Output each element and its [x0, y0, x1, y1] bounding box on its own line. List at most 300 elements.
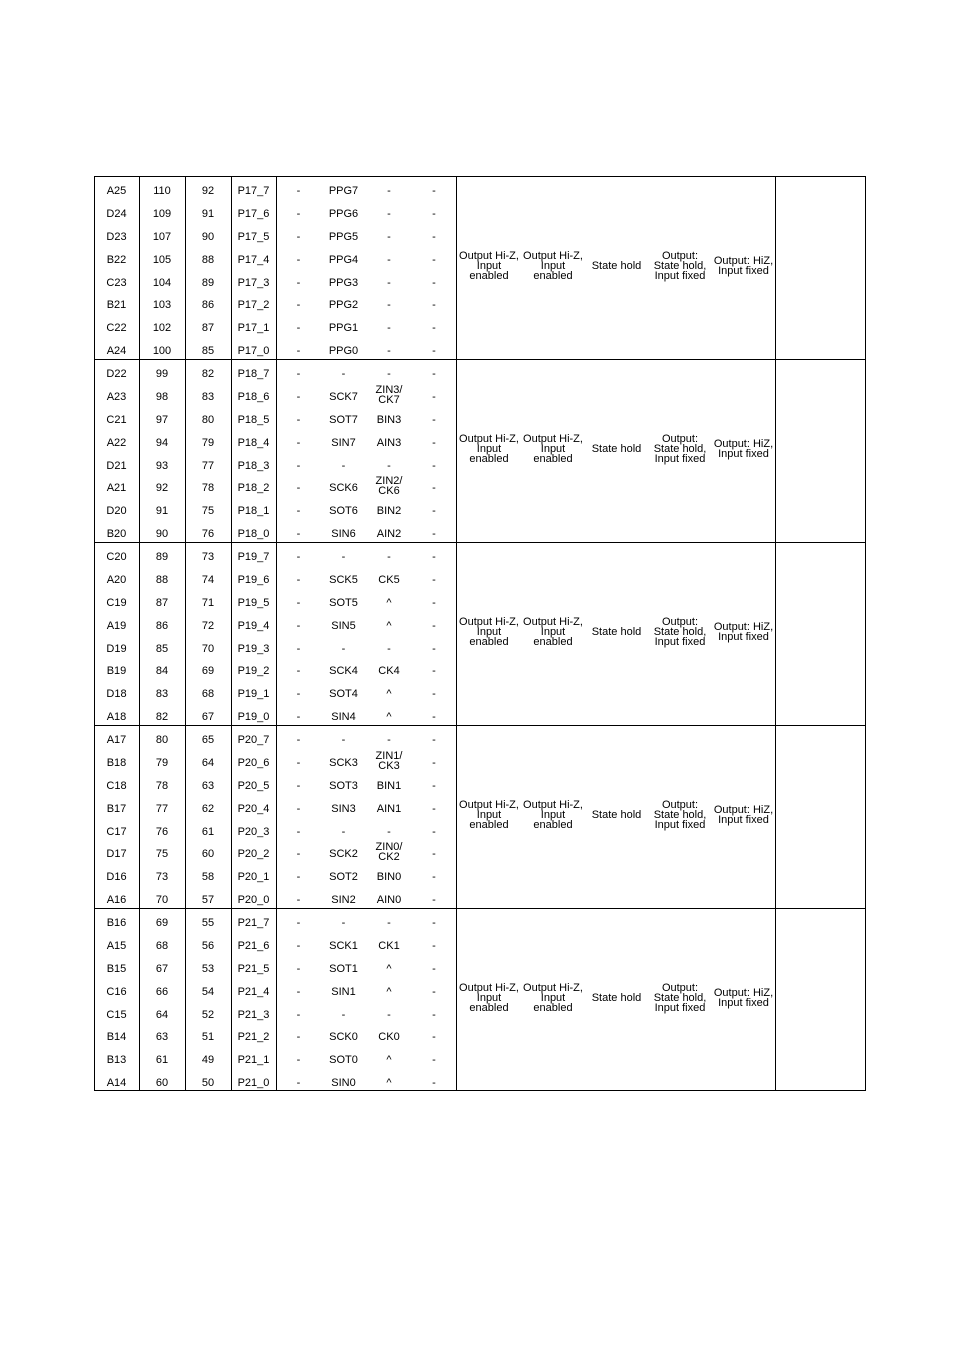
lqfp-pin-cell: 105 [152, 253, 172, 266]
lqfp-pin-cell: 98 [155, 391, 169, 404]
function3-cell: ZIN0/ CK2 [375, 841, 403, 863]
ball-pin-cell: C19 [106, 596, 127, 609]
lqfp-pin-cell: 102 [152, 322, 172, 335]
pin-group [94, 542, 866, 725]
function4-cell: - [432, 940, 436, 953]
lqfp-pin-cell: 90 [155, 527, 169, 540]
function4-cell: - [432, 848, 436, 861]
function2-cell: - [341, 825, 346, 838]
function3-cell: CK4 [378, 665, 400, 678]
alt-pin-cell: 80 [201, 413, 215, 426]
function2-cell: SIN1 [331, 985, 356, 998]
table-row [94, 248, 456, 271]
alt-pin-cell: 50 [201, 1076, 215, 1089]
state-col3-cell: State hold [591, 260, 642, 272]
ball-pin-cell: B22 [106, 253, 127, 266]
function1-cell: - [296, 551, 301, 564]
lqfp-pin-cell: 100 [152, 344, 172, 357]
function3-cell: - [387, 253, 391, 266]
function2-cell: SIN7 [331, 436, 356, 449]
port-name-cell: P18_7 [237, 368, 270, 381]
alt-pin-cell: 76 [201, 527, 215, 540]
function1-cell: - [296, 253, 301, 266]
alt-pin-cell: 54 [201, 985, 215, 998]
ball-pin-cell: C20 [106, 551, 127, 564]
function4-cell: - [432, 276, 436, 289]
function2-cell: - [341, 642, 346, 655]
state-col4-cell: Output: State hold, Input fixed [653, 433, 707, 465]
function1-cell: - [296, 757, 301, 770]
state-col5-cell: Output: HiZ, Input fixed [713, 438, 774, 460]
function2-cell: SOT1 [329, 962, 358, 975]
state-col1-cell: Output Hi-Z, Input enabled [459, 250, 519, 282]
function2-cell: SOT5 [329, 596, 358, 609]
ball-pin-cell: C21 [106, 413, 127, 426]
port-name-cell: P21_2 [237, 1031, 270, 1044]
alt-pin-cell: 60 [201, 848, 215, 861]
table-row [94, 843, 456, 866]
function3-cell: - [387, 551, 391, 564]
function1-cell: - [296, 527, 301, 540]
function4-cell: - [432, 642, 436, 655]
ball-pin-cell: D24 [106, 208, 127, 221]
ball-pin-cell: A25 [106, 185, 127, 198]
alt-pin-cell: 88 [201, 253, 215, 266]
port-name-cell: P17_4 [237, 253, 270, 266]
table-row [94, 1003, 456, 1026]
state-col2-cell: Output Hi-Z, Input enabled [523, 982, 583, 1014]
alt-pin-cell: 75 [201, 505, 215, 518]
function2-cell: - [341, 917, 346, 930]
function1-cell: - [296, 619, 301, 632]
function3-cell: AIN3 [376, 436, 402, 449]
lqfp-pin-cell: 82 [155, 710, 169, 723]
port-name-cell: P19_2 [237, 665, 270, 678]
function2-cell: SCK6 [329, 482, 358, 495]
ball-pin-cell: D23 [106, 230, 127, 243]
ball-pin-cell: B18 [106, 757, 127, 770]
alt-pin-cell: 86 [201, 299, 215, 312]
table-row [94, 271, 456, 294]
function1-cell: - [296, 596, 301, 609]
function4-cell: - [432, 185, 436, 198]
function1-cell: - [296, 436, 301, 449]
ball-pin-cell: B16 [106, 917, 127, 930]
function3-cell: - [387, 368, 391, 381]
port-name-cell: P19_0 [237, 710, 270, 723]
function2-cell: SIN3 [331, 802, 356, 815]
alt-pin-cell: 73 [201, 551, 215, 564]
port-name-cell: P21_6 [237, 940, 270, 953]
port-name-cell: P21_3 [237, 1008, 270, 1021]
table-row [94, 912, 456, 935]
alt-pin-cell: 71 [201, 596, 215, 609]
port-name-cell: P19_6 [237, 574, 270, 587]
function3-cell: - [387, 734, 391, 747]
function4-cell: - [432, 962, 436, 975]
function4-cell: - [432, 757, 436, 770]
function3-cell: ^ [386, 688, 392, 701]
function4-cell: - [432, 391, 436, 404]
port-name-cell: P17_1 [237, 322, 270, 335]
lqfp-pin-cell: 60 [155, 1076, 169, 1089]
alt-pin-cell: 85 [201, 344, 215, 357]
lqfp-pin-cell: 73 [155, 871, 169, 884]
port-name-cell: P18_3 [237, 459, 270, 472]
ball-pin-cell: C18 [106, 779, 127, 792]
function2-cell: PPG4 [328, 253, 359, 266]
ball-pin-cell: C22 [106, 322, 127, 335]
function2-cell: PPG1 [328, 322, 359, 335]
port-name-cell: P19_7 [237, 551, 270, 564]
state-col5-cell: Output: HiZ, Input fixed [713, 255, 774, 277]
ball-pin-cell: C15 [106, 1008, 127, 1021]
ball-pin-cell: C17 [106, 825, 127, 838]
function3-cell: ^ [386, 710, 392, 723]
alt-pin-cell: 70 [201, 642, 215, 655]
port-name-cell: P20_2 [237, 848, 270, 861]
function1-cell: - [296, 710, 301, 723]
ball-pin-cell: A16 [106, 893, 127, 906]
table-row [94, 683, 456, 706]
port-name-cell: P20_3 [237, 825, 270, 838]
function2-cell: SOT6 [329, 505, 358, 518]
function4-cell: - [432, 413, 436, 426]
port-name-cell: P17_3 [237, 276, 270, 289]
function4-cell: - [432, 527, 436, 540]
function2-cell: PPG7 [328, 185, 359, 198]
table-row [94, 958, 456, 981]
lqfp-pin-cell: 107 [152, 230, 172, 243]
function1-cell: - [296, 322, 301, 335]
function2-cell: SCK4 [329, 665, 358, 678]
function3-cell: - [387, 299, 391, 312]
function1-cell: - [296, 917, 301, 930]
state-col3-cell: State hold [591, 443, 642, 455]
function4-cell: - [432, 619, 436, 632]
function3-cell: CK0 [378, 1031, 400, 1044]
alt-pin-cell: 78 [201, 482, 215, 495]
table-row [94, 409, 456, 432]
function1-cell: - [296, 1076, 301, 1089]
function3-cell: CK5 [378, 574, 400, 587]
function3-cell: BIN0 [376, 871, 402, 884]
state-col1-cell: Output Hi-Z, Input enabled [459, 982, 519, 1014]
alt-pin-cell: 82 [201, 368, 215, 381]
table-row [94, 614, 456, 637]
table-row [94, 637, 456, 660]
function4-cell: - [432, 825, 436, 838]
port-name-cell: P19_3 [237, 642, 270, 655]
lqfp-pin-cell: 78 [155, 779, 169, 792]
port-name-cell: P21_5 [237, 962, 270, 975]
ball-pin-cell: C23 [106, 276, 127, 289]
function2-cell: SIN6 [331, 527, 356, 540]
function2-cell: SOT4 [329, 688, 358, 701]
alt-pin-cell: 57 [201, 893, 215, 906]
port-name-cell: P18_6 [237, 391, 270, 404]
port-name-cell: P18_1 [237, 505, 270, 518]
ball-pin-cell: D21 [106, 459, 127, 472]
port-name-cell: P18_0 [237, 527, 270, 540]
alt-pin-cell: 89 [201, 276, 215, 289]
function2-cell: PPG2 [328, 299, 359, 312]
ball-pin-cell: B17 [106, 802, 127, 815]
alt-pin-cell: 77 [201, 459, 215, 472]
lqfp-pin-cell: 76 [155, 825, 169, 838]
alt-pin-cell: 79 [201, 436, 215, 449]
state-col5-cell: Output: HiZ, Input fixed [713, 621, 774, 643]
function3-cell: ZIN1/ CK3 [375, 749, 403, 772]
ball-pin-cell: C16 [106, 985, 127, 998]
function1-cell: - [296, 299, 301, 312]
ball-pin-cell: A14 [106, 1076, 127, 1089]
function2-cell: - [341, 459, 346, 472]
function3-cell: AIN0 [376, 893, 402, 906]
function4-cell: - [432, 596, 436, 609]
alt-pin-cell: 64 [201, 757, 215, 770]
ball-pin-cell: D17 [106, 848, 127, 861]
function1-cell: - [296, 962, 301, 975]
pin-group [94, 176, 866, 359]
function2-cell: PPG0 [328, 344, 359, 357]
function3-cell: ^ [386, 596, 392, 609]
port-name-cell: P18_4 [237, 436, 270, 449]
port-name-cell: P20_6 [237, 757, 270, 770]
function2-cell: - [341, 551, 346, 564]
alt-pin-cell: 56 [201, 940, 215, 953]
function3-cell: - [387, 344, 391, 357]
function1-cell: - [296, 848, 301, 861]
function4-cell: - [432, 230, 436, 243]
state-col1-cell: Output Hi-Z, Input enabled [459, 433, 519, 465]
alt-pin-cell: 74 [201, 574, 215, 587]
state-col3-cell: State hold [591, 992, 642, 1004]
function4-cell: - [432, 1054, 436, 1067]
function3-cell: ^ [386, 1076, 392, 1089]
alt-pin-cell: 90 [201, 230, 215, 243]
ball-pin-cell: A23 [106, 391, 127, 404]
table-row [94, 500, 456, 523]
table-row [94, 294, 456, 317]
lqfp-pin-cell: 103 [152, 299, 172, 312]
function1-cell: - [296, 893, 301, 906]
function1-cell: - [296, 482, 301, 495]
lqfp-pin-cell: 89 [155, 551, 169, 564]
lqfp-pin-cell: 92 [155, 482, 169, 495]
function2-cell: SIN0 [331, 1076, 356, 1089]
function3-cell: ^ [386, 619, 392, 632]
function3-cell: ^ [386, 985, 392, 998]
ball-pin-cell: A18 [106, 710, 127, 723]
function3-cell: ZIN2/ CK6 [375, 475, 403, 497]
lqfp-pin-cell: 69 [155, 917, 169, 930]
pin-group [94, 359, 866, 542]
function1-cell: - [296, 459, 301, 472]
function3-cell: BIN3 [376, 413, 402, 426]
function4-cell: - [432, 505, 436, 518]
port-name-cell: P18_2 [237, 482, 270, 495]
ball-pin-cell: D22 [106, 368, 127, 381]
port-name-cell: P21_7 [237, 917, 270, 930]
table-row [94, 660, 456, 683]
ball-pin-cell: B15 [106, 962, 127, 975]
lqfp-pin-cell: 80 [155, 734, 169, 747]
lqfp-pin-cell: 75 [155, 848, 169, 861]
pin-group [94, 725, 866, 908]
function3-cell: - [387, 276, 391, 289]
function2-cell: SOT7 [329, 413, 358, 426]
table-row [94, 569, 456, 592]
function4-cell: - [432, 871, 436, 884]
table-row [94, 1049, 456, 1072]
function4-cell: - [432, 436, 436, 449]
function3-cell: ZIN3/ CK7 [375, 383, 403, 406]
port-name-cell: P19_4 [237, 619, 270, 632]
lqfp-pin-cell: 77 [155, 802, 169, 815]
function1-cell: - [296, 871, 301, 884]
port-name-cell: P20_4 [237, 802, 270, 815]
function3-cell: BIN2 [376, 505, 402, 518]
function3-cell: ^ [386, 962, 392, 975]
lqfp-pin-cell: 61 [155, 1054, 169, 1067]
function1-cell: - [296, 185, 301, 198]
function1-cell: - [296, 940, 301, 953]
function4-cell: - [432, 551, 436, 564]
ball-pin-cell: A21 [106, 482, 127, 495]
function2-cell: - [341, 368, 346, 381]
function4-cell: - [432, 779, 436, 792]
function2-cell: - [341, 734, 346, 747]
function4-cell: - [432, 985, 436, 998]
function3-cell: - [387, 185, 391, 198]
function2-cell: PPG3 [328, 276, 359, 289]
function4-cell: - [432, 710, 436, 723]
table-row [94, 592, 456, 615]
ball-pin-cell: A19 [106, 619, 127, 632]
ball-pin-cell: A22 [106, 436, 127, 449]
function4-cell: - [432, 322, 436, 335]
function3-cell: - [387, 459, 391, 472]
ball-pin-cell: B19 [106, 665, 127, 678]
ball-pin-cell: A15 [106, 940, 127, 953]
function1-cell: - [296, 1054, 301, 1067]
lqfp-pin-cell: 88 [155, 574, 169, 587]
function4-cell: - [432, 253, 436, 266]
function4-cell: - [432, 802, 436, 815]
function4-cell: - [432, 574, 436, 587]
alt-pin-cell: 55 [201, 917, 215, 930]
port-name-cell: P20_7 [237, 734, 270, 747]
function1-cell: - [296, 825, 301, 838]
port-name-cell: P17_2 [237, 299, 270, 312]
function1-cell: - [296, 688, 301, 701]
alt-pin-cell: 62 [201, 802, 215, 815]
port-name-cell: P20_0 [237, 893, 270, 906]
function4-cell: - [432, 459, 436, 472]
state-col4-cell: Output: State hold, Input fixed [653, 982, 707, 1014]
function2-cell: PPG5 [328, 230, 359, 243]
lqfp-pin-cell: 109 [152, 208, 172, 221]
function3-cell: - [387, 208, 391, 221]
ball-pin-cell: A24 [106, 344, 127, 357]
table-row [94, 317, 456, 340]
state-col4-cell: Output: State hold, Input fixed [653, 616, 707, 648]
function4-cell: - [432, 208, 436, 221]
port-name-cell: P20_5 [237, 779, 270, 792]
lqfp-pin-cell: 94 [155, 436, 169, 449]
function4-cell: - [432, 299, 436, 312]
state-col4-cell: Output: State hold, Input fixed [653, 250, 707, 282]
ball-pin-cell: A17 [106, 734, 127, 747]
function4-cell: - [432, 688, 436, 701]
pin-group [94, 908, 866, 1091]
lqfp-pin-cell: 68 [155, 940, 169, 953]
lqfp-pin-cell: 70 [155, 893, 169, 906]
table-row [94, 797, 456, 820]
function2-cell: SIN2 [331, 893, 356, 906]
lqfp-pin-cell: 104 [152, 276, 172, 289]
function1-cell: - [296, 344, 301, 357]
table-row [94, 546, 456, 569]
table-row [94, 477, 456, 500]
state-col3-cell: State hold [591, 626, 642, 638]
lqfp-pin-cell: 110 [153, 185, 171, 198]
function3-cell: AIN2 [376, 527, 402, 540]
alt-pin-cell: 72 [201, 619, 215, 632]
alt-pin-cell: 52 [201, 1008, 215, 1021]
state-col5-cell: Output: HiZ, Input fixed [713, 987, 774, 1009]
function3-cell: - [387, 917, 391, 930]
table-row [94, 1026, 456, 1049]
table-row [94, 431, 456, 454]
alt-pin-cell: 65 [201, 734, 215, 747]
port-name-cell: P17_0 [237, 344, 270, 357]
table-row [94, 935, 456, 958]
function3-cell: - [387, 642, 391, 655]
port-name-cell: P17_7 [237, 185, 270, 198]
port-name-cell: P21_0 [237, 1076, 270, 1089]
lqfp-pin-cell: 91 [155, 505, 169, 518]
function1-cell: - [296, 208, 301, 221]
ball-pin-cell: A20 [106, 574, 127, 587]
state-col2-cell: Output Hi-Z, Input enabled [523, 250, 583, 282]
function3-cell: - [387, 230, 391, 243]
function2-cell: SCK0 [329, 1031, 358, 1044]
lqfp-pin-cell: 84 [155, 665, 169, 678]
function3-cell: AIN1 [376, 802, 402, 815]
lqfp-pin-cell: 99 [155, 368, 169, 381]
function3-cell: CK1 [378, 940, 400, 953]
function4-cell: - [432, 665, 436, 678]
alt-pin-cell: 49 [201, 1054, 215, 1067]
function2-cell: SOT2 [329, 871, 358, 884]
table-row [94, 203, 456, 226]
state-col2-cell: Output Hi-Z, Input enabled [523, 799, 583, 831]
function2-cell: SCK3 [329, 757, 358, 770]
alt-pin-cell: 53 [201, 962, 215, 975]
function1-cell: - [296, 779, 301, 792]
table-row [94, 980, 456, 1003]
alt-pin-cell: 91 [201, 208, 215, 221]
table-row [94, 866, 456, 889]
lqfp-pin-cell: 86 [155, 619, 169, 632]
lqfp-pin-cell: 97 [155, 413, 169, 426]
function2-cell: SCK2 [329, 848, 358, 861]
function1-cell: - [296, 802, 301, 815]
port-name-cell: P19_5 [237, 596, 270, 609]
function2-cell: SOT0 [329, 1054, 358, 1067]
